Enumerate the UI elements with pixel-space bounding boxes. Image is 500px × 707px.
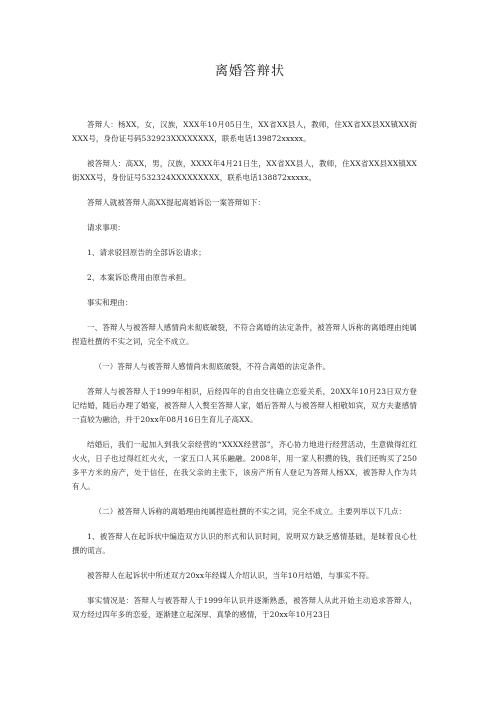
document-title: 离婚答辩状 (214, 64, 285, 79)
paragraph-item-1: 1、被答辩人在起诉状中编造双方认识的形式和认识时间，说明双方缺乏感情基础，是昧着良心杜撰的谎言。 (72, 532, 417, 555)
paragraph-marriage-life: 结婚后，我们一起加入到我父亲经营的“XXXX经营部”，齐心协力地进行经营活动，生意做得红红火火，日子也过得红红火火，一家五口人其乐融融。2008年，用一家人积攒的钱，我们还购买了250多平方米的房产，处于信任，在我父亲的主张下，该房产所有人登记为答辩人杨XX，被答辩人作为共有人。 (72, 440, 417, 491)
document-body (72, 118, 417, 633)
paragraph-plaintiff: 被答辩人：高XX，男，汉族，XXXX年4月21日生，XX省XX县人，教师，住XX省XX县XX镇XX街XXX号，身份证号532324XXXXXXXXX，联系电话138872xxxxx。 (72, 159, 417, 182)
paragraph-history: 答辩人与被答辩人于1999年相识，后经四年的自由交往确立恋爱关系，20XX年10月23日双方登记结婚，随后办理了婚宴，被答辩人入赘至答辩人家，婚后答辩人与被答辩人相敬如宾，双方夫妻感情一直较为融洽，并于20xx年08月16日生育儿子高XX。 (72, 387, 417, 424)
paragraph-respondent: 答辩人：杨XX，女，汉族，XXX年10月05日生，XX省XX县人，教师，住XX省XX县XX镇XX街XXX号，身份证号码532923XXXXXXXX，联系电话139872xxxxx。 (72, 120, 417, 143)
paragraph-intro: 答辩人就被答辩人高XX提起离婚诉讼一案答辩如下： (87, 198, 266, 207)
paragraph-claim: 被答辩人在起诉状中所述双方20xx年经媒人介绍认识，当年10月结婚，与事实不符。 (87, 571, 374, 580)
request-item-1: 1、请求驳回原告的全部诉讼请求； (87, 248, 206, 257)
request-item-2: 2、本案诉讼费用由原告承担。 (87, 273, 191, 282)
heading-facts: 事实和理由： (87, 298, 133, 307)
heading-requests: 请求事项： (87, 223, 125, 232)
paragraph-point-1: 一、答辩人与被答辩人感情尚未彻底破裂，不符合离婚的法定条件，被答辩人诉称的离婚理由纯属捏造杜撰的不实之词，完全不成立。 (72, 323, 417, 346)
paragraph-facts: 事实情况是：答辩人与被答辩人于1999年认识并逐渐熟悉，被答辩人从此开始主动追求答辩人，双方经过四年多的恋爱，逐渐建立起深厚、真挚的感情，于20xx年10月23日 (72, 596, 417, 619)
subheading-1: （一）答辩人与被答辩人感情尚未彻底破裂，不符合离婚的法定条件。 (94, 362, 331, 371)
subheading-2: （二）被答辩人诉称的离婚理由纯属捏造杜撰的不实之词，完全不成立。主要列举以下几点： (94, 507, 407, 516)
